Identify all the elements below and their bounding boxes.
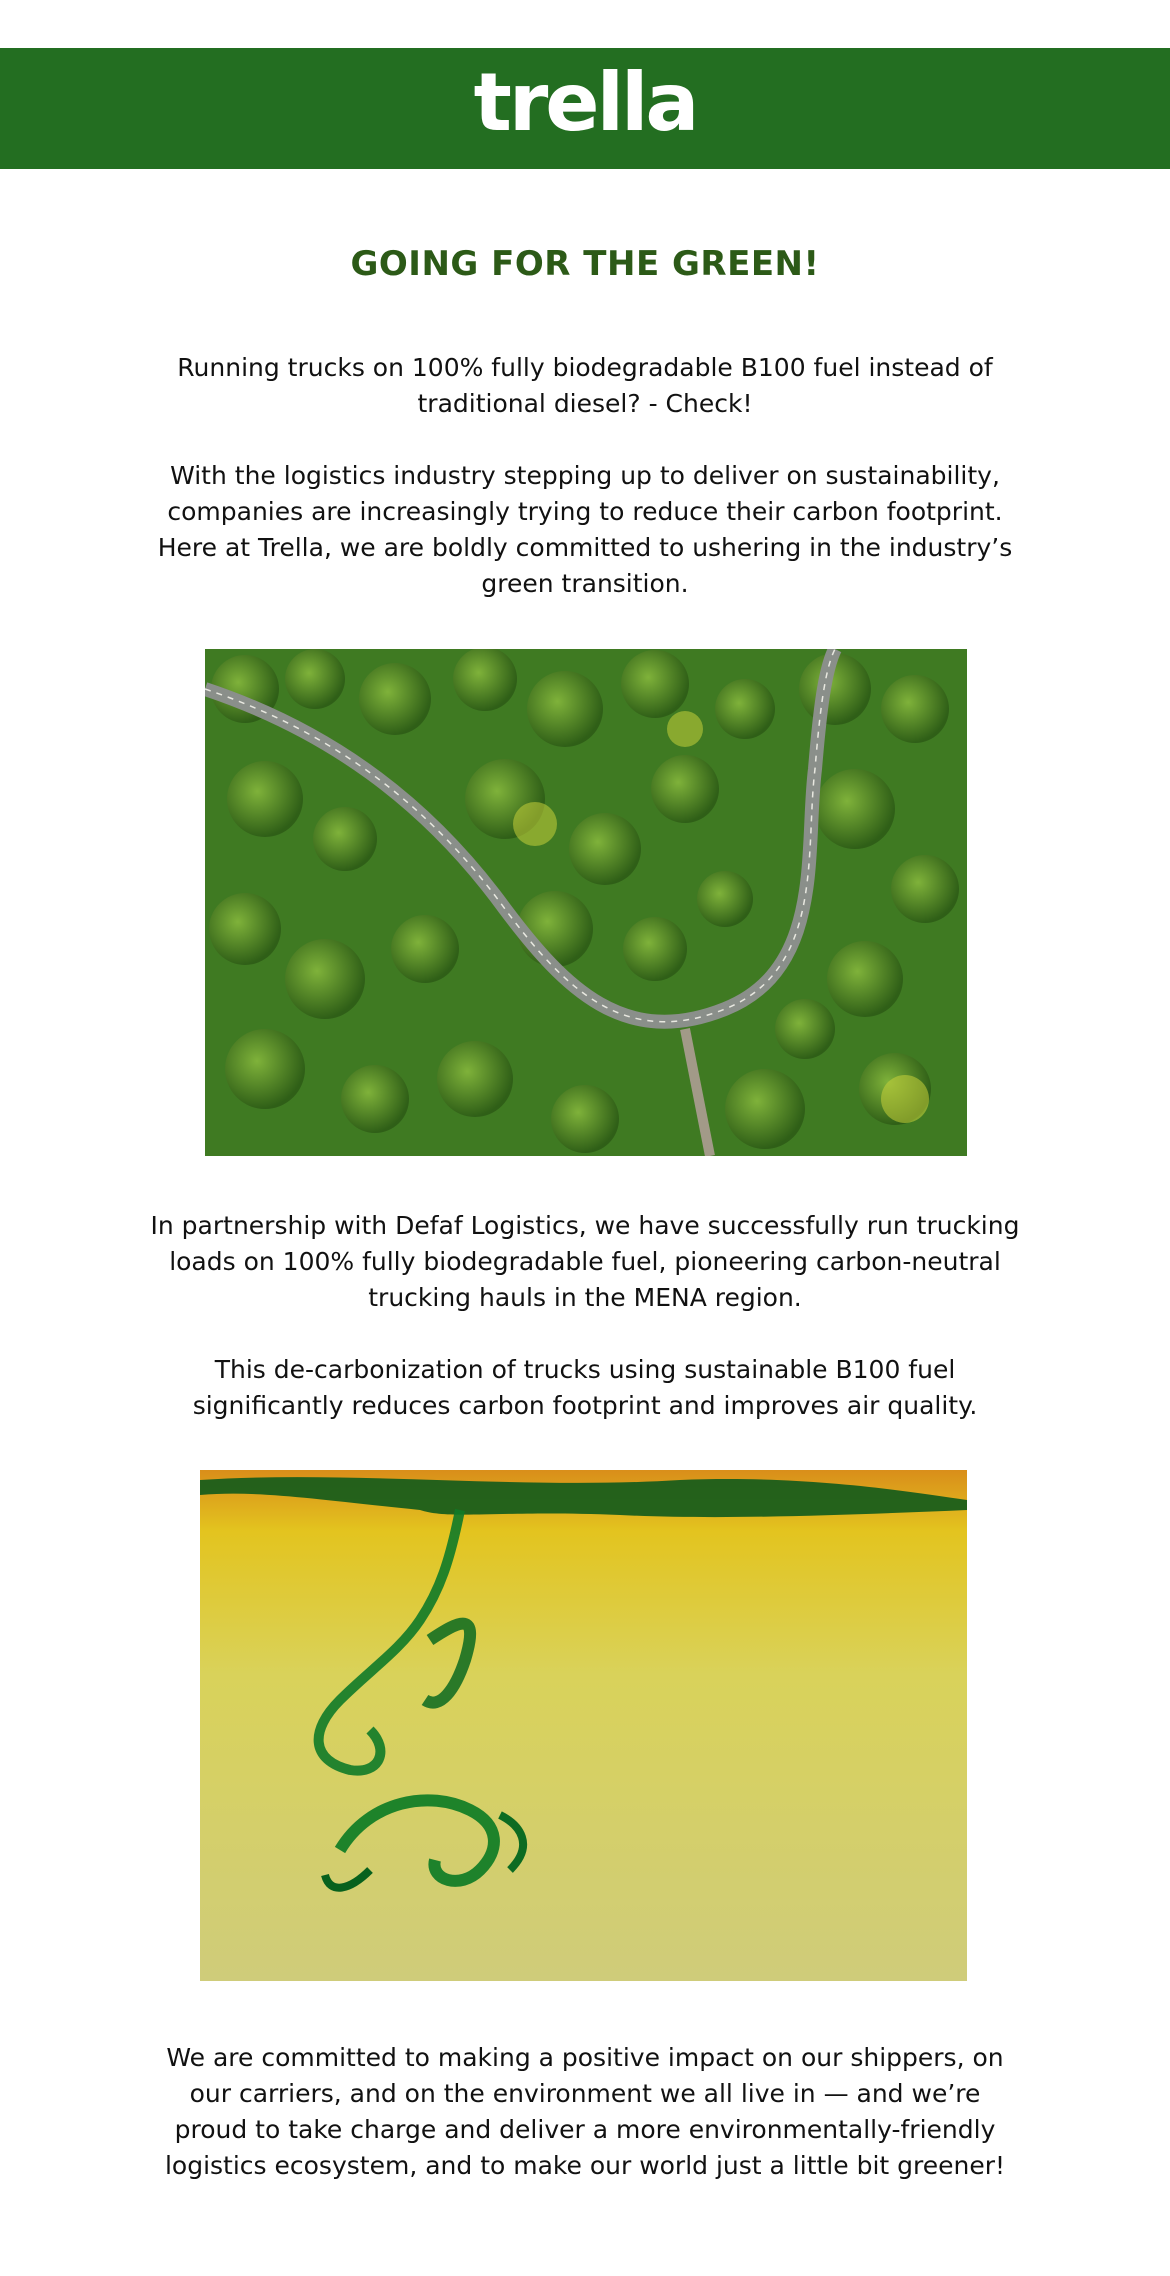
trella-logo[interactable]: trella: [473, 55, 697, 149]
email-title: GOING FOR THE GREEN!: [350, 244, 820, 284]
green-ink-in-yellow-fuel-photo: [200, 1470, 967, 1981]
intro-paragraph: Running trucks on 100% fully biodegradable B100 fuel instead of traditional diesel? - Check!: [177, 353, 993, 418]
sustainability-paragraph: With the logistics industry stepping up to deliver on sustainability, companies are increasingly trying to reduce their carbon footprint. Here at Trella, we are boldly committed to ushering in the industry’s green transition.: [157, 461, 1013, 598]
aerial-forest-road-photo: [205, 649, 967, 1156]
partnership-paragraph: In partnership with Defaf Logistics, we have successfully run trucking loads on 100% fully biodegradable fuel, pioneering carbon-neutral trucking hauls in the MENA region.: [150, 1211, 1020, 1312]
commitment-paragraph: We are committed to making a positive impact on our shippers, on our carriers, and on the environment we all live in — and we’re proud to take charge and deliver a more environmentally-friendly logistics ecosystem, and to make our world just a little bit greener!: [164, 2043, 1006, 2180]
decarbonization-paragraph: This de-carbonization of trucks using sustainable B100 fuel significantly reduces carbon footprint and improves air quality.: [192, 1355, 978, 1420]
brand-header: [0, 48, 1170, 169]
